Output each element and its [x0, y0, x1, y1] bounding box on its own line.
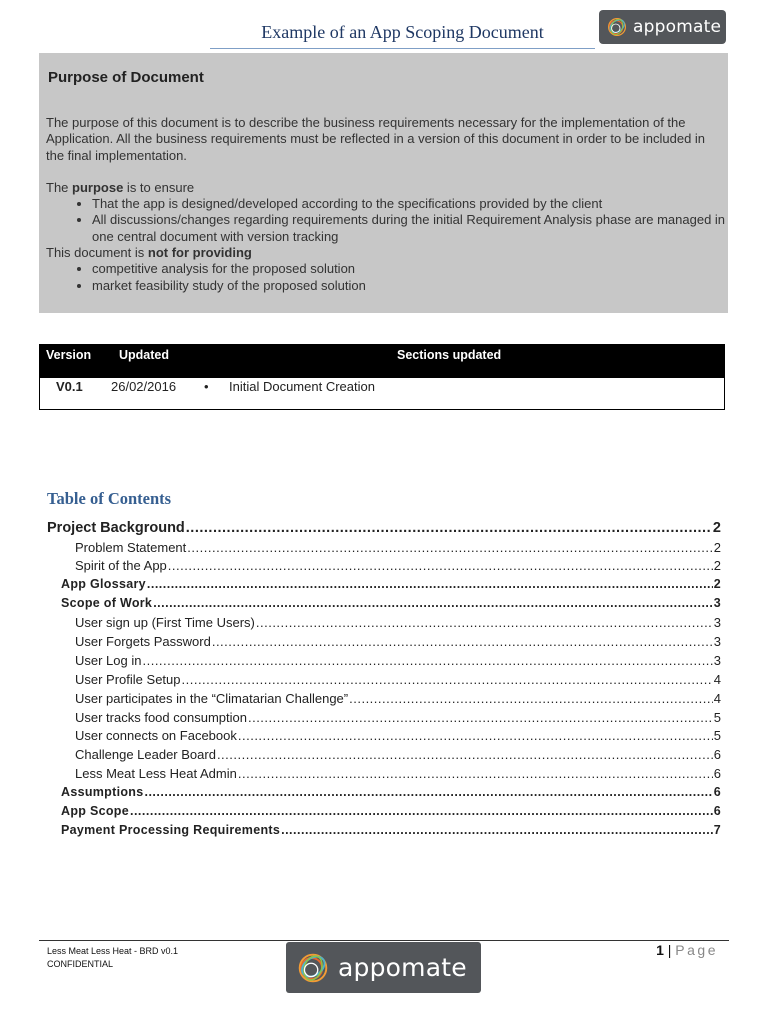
toc-entry-forgets-password[interactable]: User Forgets Password ..... 3: [47, 634, 721, 653]
list-item: • competitive analysis for the proposed solution: [92, 261, 726, 277]
version-table-header: [40, 345, 724, 378]
cell-bullet: •: [204, 379, 209, 394]
appomate-logo-header: [599, 10, 726, 44]
purpose-heading: Purpose of Document: [48, 69, 204, 86]
purpose-section: [39, 53, 728, 313]
page-separator: |: [667, 942, 672, 958]
toc-entry-admin[interactable]: Less Meat Less Heat Admin ..... 6: [47, 766, 721, 785]
appomate-logo-icon: [605, 15, 629, 39]
footer-doc-name: Less Meat Less Heat - BRD v0.1: [47, 946, 179, 956]
toc-entry-assumptions[interactable]: Assumptions ..... 6: [47, 785, 721, 804]
toc-entry-leader-board[interactable]: Challenge Leader Board ..... 6: [47, 747, 721, 766]
footer-confidential: CONFIDENTIAL: [47, 959, 114, 969]
column-header-sections: Sections updated: [397, 348, 502, 362]
table-of-contents: [47, 520, 721, 842]
ensure-list: [46, 196, 726, 245]
footer-divider: [39, 940, 729, 941]
toc-entry-payment-processing[interactable]: Payment Processing Requirements ..... 7: [47, 823, 721, 842]
cell-updated: 26/02/2016: [111, 379, 177, 394]
toc-entry-user-log-in[interactable]: User Log in ..... 3: [47, 653, 721, 672]
toc-entry-user-sign-up[interactable]: User sign up (First Time Users) ..... 3: [47, 615, 721, 634]
toc-entry-project-background[interactable]: Project Background ..... 2: [47, 520, 721, 540]
list-item: • market feasibility study of the proposed solution: [92, 278, 726, 294]
toc-entry-connects-facebook[interactable]: User connects on Facebook ..... 5: [47, 728, 721, 747]
logo-wordmark: appomate: [633, 17, 722, 37]
page-label: Page: [675, 942, 718, 958]
list-item: • That the app is designed/developed according to the specifications provided by the client: [92, 196, 726, 212]
purpose-intro: The purpose of this document is to describe the business requirements necessary for the implementation of the Application. All the business requirements must be reflected in a version of this document in order to be included in the final implementation.: [46, 115, 706, 163]
column-header-updated: Updated: [119, 348, 169, 362]
version-table: [39, 344, 725, 410]
toc-title: Table of Contents: [47, 489, 172, 508]
appomate-logo-icon: [294, 949, 332, 987]
toc-entry-app-glossary[interactable]: App Glossary ..... 2: [47, 577, 721, 596]
cell-section: Initial Document Creation: [229, 379, 375, 394]
logo-wordmark: appomate: [338, 953, 467, 982]
toc-entry-problem-statement[interactable]: Problem Statement ..... 2: [47, 540, 721, 559]
toc-entry-spirit-of-app[interactable]: Spirit of the App ..... 2: [47, 558, 721, 577]
column-header-version: Version: [46, 348, 92, 362]
document-title: Example of an App Scoping Document: [210, 22, 595, 49]
not-list: [46, 261, 726, 294]
purpose-not-line: This document is not for providing: [46, 245, 252, 261]
footer-page-indicator: [656, 942, 718, 958]
cell-version: V0.1: [56, 379, 83, 394]
toc-entry-scope-of-work[interactable]: Scope of Work ..... 3: [47, 596, 721, 615]
toc-entry-app-scope[interactable]: App Scope ..... 6: [47, 804, 721, 823]
toc-entry-climatarian-challenge[interactable]: User participates in the “Climatarian Challenge” ..... 4: [47, 691, 721, 710]
toc-entry-profile-setup[interactable]: User Profile Setup ..... 4: [47, 672, 721, 691]
purpose-body: [46, 115, 726, 294]
list-item: • All discussions/changes regarding requirements during the initial Requirement Analysis phase are managed in one central document with version tracking: [92, 212, 726, 245]
page-number: 1: [656, 942, 664, 958]
purpose-ensure-line: The purpose is to ensure: [46, 179, 195, 195]
appomate-logo-footer: [286, 942, 481, 993]
footer-doc-info: [47, 945, 178, 971]
toc-entry-tracks-food[interactable]: User tracks food consumption ..... 5: [47, 710, 721, 729]
